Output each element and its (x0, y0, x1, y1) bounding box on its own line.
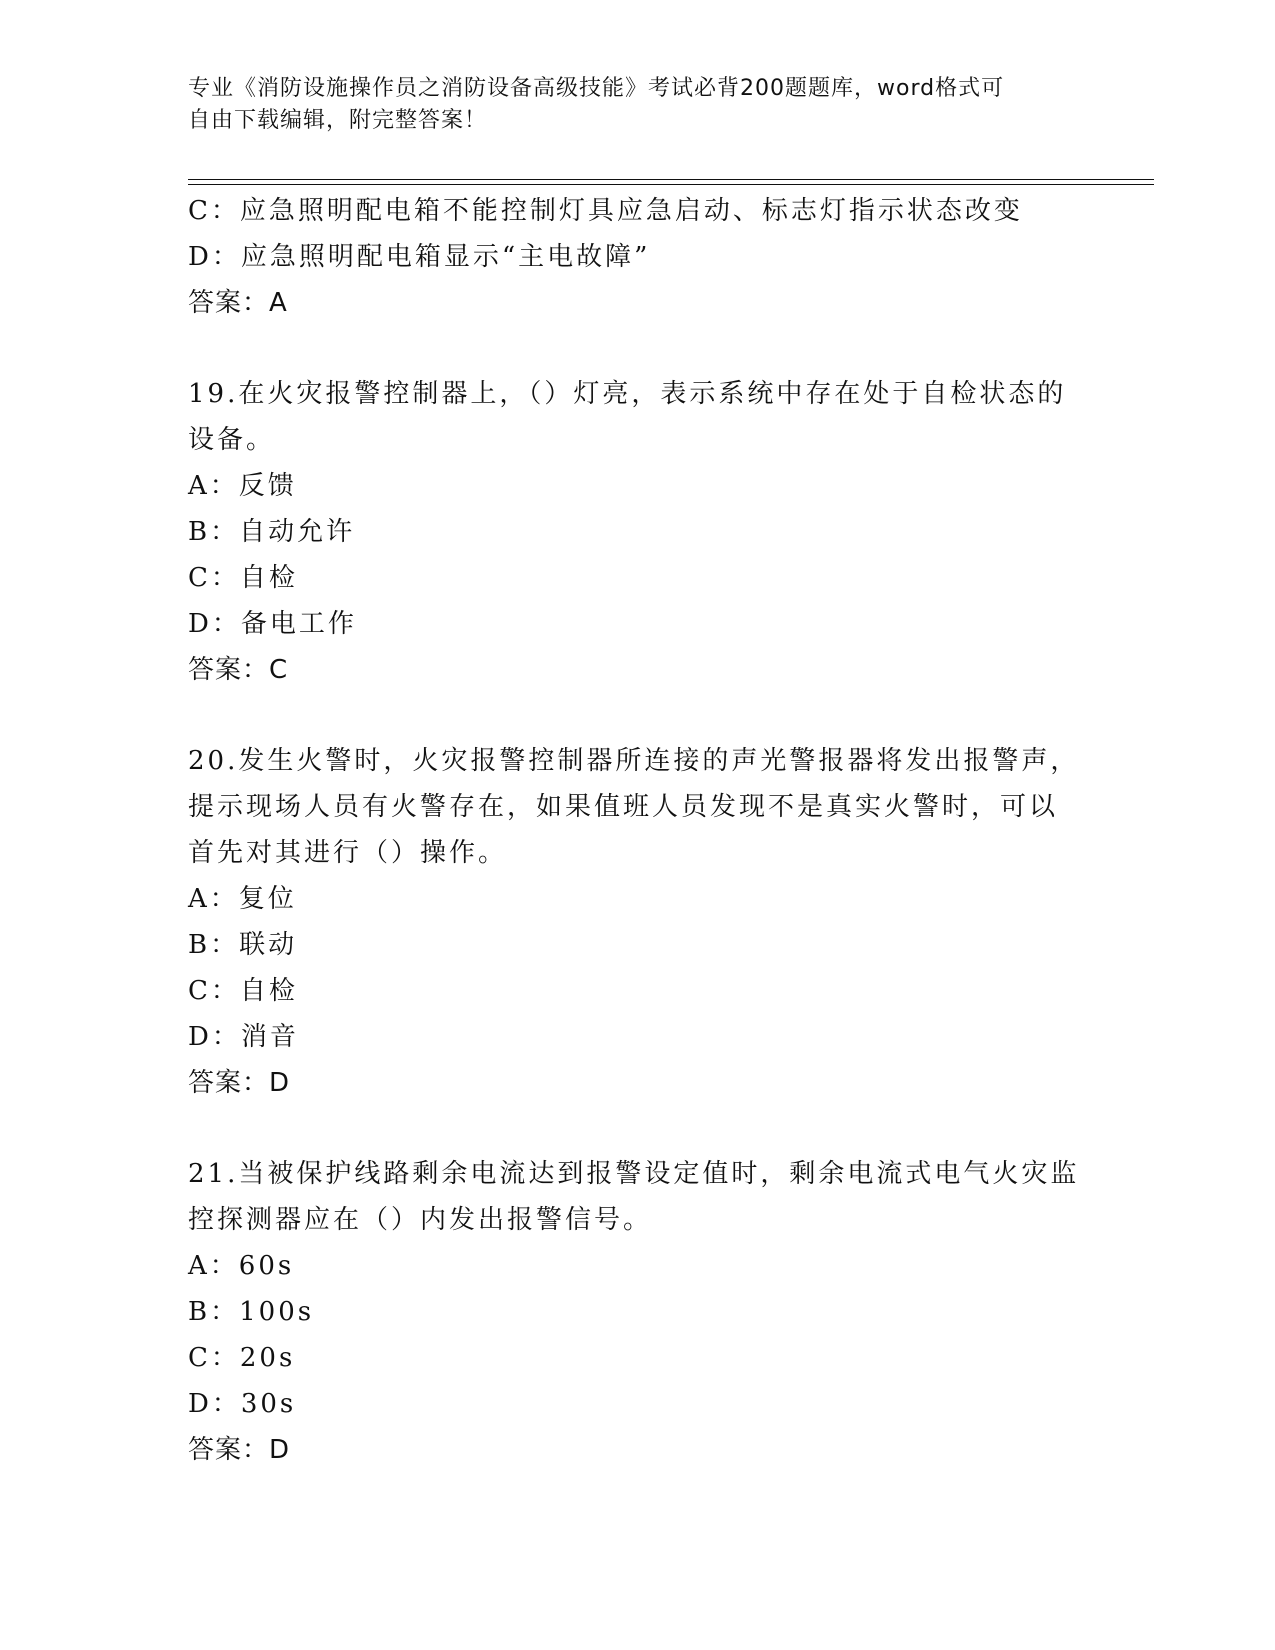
option-a: A：60s (188, 1251, 295, 1281)
option-c: C：自检 (188, 976, 298, 1006)
header-divider-top (188, 179, 1154, 180)
answer: 答案：D (188, 1068, 291, 1098)
answer: 答案：C (188, 655, 289, 685)
option-a: A：复位 (188, 884, 297, 914)
question-stem-line: 21.当被保护线路剩余电流达到报警设定值时，剩余电流式电气火灾监 (188, 1159, 1080, 1189)
header-divider-bottom (188, 184, 1154, 185)
option-d: D：30s (188, 1389, 297, 1419)
question-stem-line: 首先对其进行（）操作。 (188, 838, 508, 868)
question-stem-line: 20.发生火警时，火灾报警控制器所连接的声光警报器将发出报警声， (188, 746, 1080, 776)
question-21 (188, 1151, 1088, 1473)
question-spacer (188, 1106, 1088, 1151)
option-a: A：反馈 (188, 471, 297, 501)
option-c: C：应急照明配电箱不能控制灯具应急启动、标志灯指示状态改变 (188, 196, 1023, 226)
option-b: B：100s (188, 1297, 315, 1327)
question-18-tail (188, 188, 1088, 326)
answer: 答案：D (188, 1435, 291, 1465)
option-d: D：消音 (188, 1022, 299, 1052)
header-line-1: 专业《消防设施操作员之消防设备高级技能》考试必背200题题库，word格式可 (188, 76, 1005, 101)
question-stem-line: 控探测器应在（）内发出报警信号。 (188, 1205, 653, 1235)
option-b: B：自动允许 (188, 517, 356, 547)
option-d: D：应急照明配电箱显示“主电故障” (188, 242, 651, 272)
question-stem-line: 19.在火灾报警控制器上，（）灯亮，表示系统中存在处于自检状态的 (188, 379, 1067, 409)
question-stem-line: 设备。 (188, 425, 276, 455)
question-19 (188, 371, 1088, 693)
question-list (188, 188, 1088, 1473)
question-spacer (188, 693, 1088, 738)
option-c: C：自检 (188, 563, 298, 593)
header-line-2: 自由下载编辑，附完整答案！ (188, 108, 488, 133)
option-b: B：联动 (188, 930, 298, 960)
option-d: D：备电工作 (188, 609, 357, 639)
question-spacer (188, 326, 1088, 371)
answer: 答案：A (188, 288, 288, 318)
option-c: C：20s (188, 1343, 296, 1373)
document-header (188, 73, 1088, 137)
question-20 (188, 738, 1088, 1106)
question-stem-line: 提示现场人员有火警存在，如果值班人员发现不是真实火警时，可以 (188, 792, 1059, 822)
